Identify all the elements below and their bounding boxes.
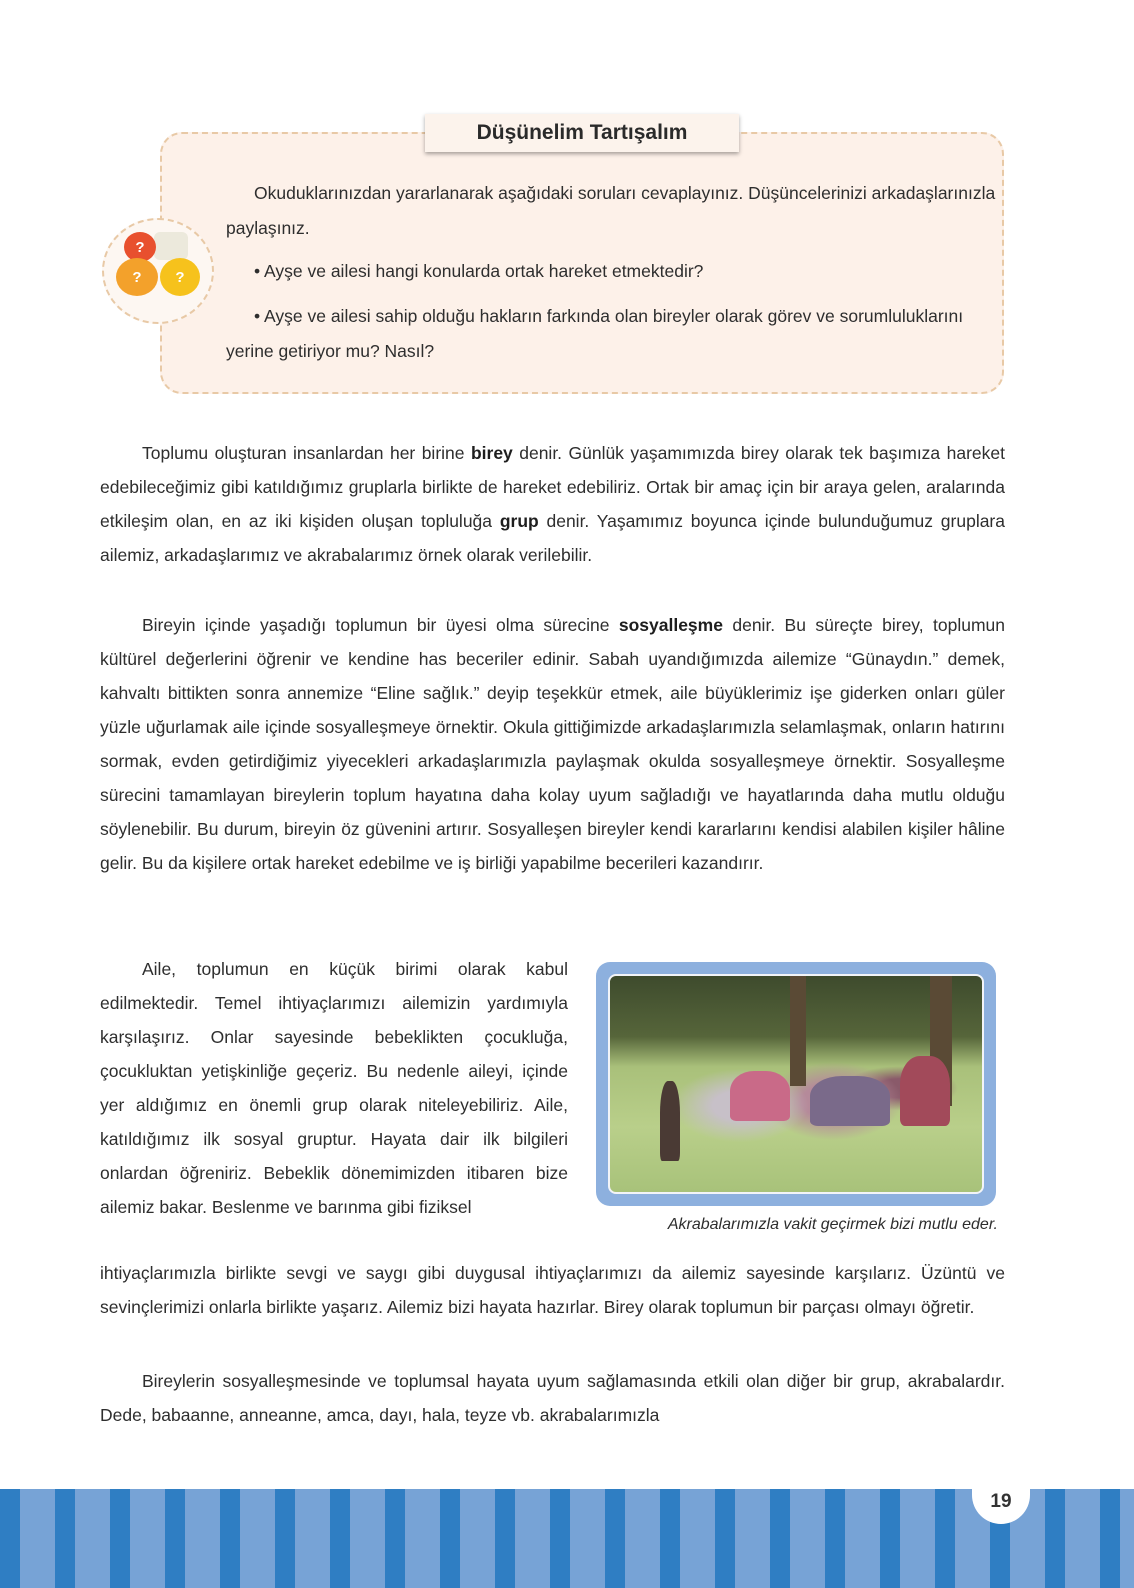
text: denir. Yaşamımız boyunca içinde bulunduğumuz gruplara ailemiz, arkadaşlarımız ve akrabalarımız örnek olarak verilebilir. xyxy=(100,511,1005,565)
term-birey: birey xyxy=(470,443,513,463)
paragraph-family xyxy=(100,952,568,1224)
people-group xyxy=(730,1071,790,1121)
photo-image xyxy=(608,974,984,1194)
text: Bireyin içinde yaşadığı toplumun bir üyesi olma sürecine xyxy=(142,615,619,635)
question-bubbles-icon xyxy=(102,218,214,324)
people-group xyxy=(810,1076,890,1126)
people-group xyxy=(900,1056,950,1126)
term-sosyallesme: sosyalleşme xyxy=(618,615,723,635)
red-question-bubble-icon: ? xyxy=(124,232,156,262)
discussion-question-2: • Ayşe ve ailesi sahip olduğu hakların farkında olan bireyler olarak görev ve sorumluluklarını yerine getiriyor mu? Nasıl? xyxy=(226,306,964,361)
text: Toplumu oluşturan insanlardan her birine xyxy=(142,443,471,463)
paragraph-individual-group xyxy=(100,436,1005,578)
text: denir. Bu süreçte birey, toplumun kültürel değerlerini öğrenir ve kendine has beceriler edinir. Sabah uyandığımızda ailemize “Günaydın.” demek, kahvaltı bittikten sonra annemize “Eline sağlık.” deyip teşekkür etmek, aile büyüklerimiz işe giderken onları güler yüzle uğurlamak aile içinde sosyalleşmeye örnektir. Okula gittiğimizde arkadaşlarımızla selamlaşmak, onların hatırını sormak, evden getirdiğimiz yiyecekleri arkadaşlarımızla paylaşmak okulda sosyalleşmeye örnektir. Sosyalleşme sürecini tamamlayan bireylerin toplum hayatına daha kolay uyum sağladığı ve hayatlarında daha mutlu olduğu söylenebilir. Bu durum, bireyin öz güvenini artırır. Sosyalleşen bireyler kendi kararlarını kendisi alabilen kişiler hâline gelir. Bu da kişilere ortak hareket edebilme ve iş birliği yapabilme becerileri kazandırır. xyxy=(100,615,1005,873)
paragraph-family-continued-text: ihtiyaçlarımızla birlikte sevgi ve saygı gibi duygusal ihtiyaçlarımızı da ailemiz sayesinde karşılarız. Üzüntü ve sevinçlerimizi onlarla birlikte yaşarız. Ailemiz bizi hayata hazırlar. Birey olarak toplumun bir parçası olmayı öğretir. xyxy=(100,1263,1005,1317)
paragraph-relatives-text: Bireylerin sosyalleşmesinde ve toplumsal hayata uyum sağlamasında etkili olan diğer bir grup, akrabalardır. Dede, babaanne, anneanne, amca, dayı, hala, teyze vb. akrabalarımızla xyxy=(100,1371,1005,1425)
photo-caption: Akrabalarımızla vakit geçirmek bizi mutlu eder. xyxy=(667,1216,998,1233)
family-picnic-photo xyxy=(596,962,996,1206)
paragraph-family-continued xyxy=(100,1256,1005,1330)
paragraph-family-text: Aile, toplumun en küçük birimi olarak kabul edilmektedir. Temel ihtiyaçlarımızı ailemizin yardımıyla karşılaşırız. Onlar sayesinde bebeklikten çocukluğa, çocukluktan yetişkinliğe geçeriz. Bu nedenle aileyi, içinde yer aldığımız en önemli grup olarak niteleyebiliriz. Aile, katıldığımız ilk sosyal gruptur. Hayata dair ilk bilgileri onlardan öğreniriz. Bebeklik dönemimizden itibaren bize ailemiz bakar. Beslenme ve barınma gibi fiziksel xyxy=(100,959,568,1217)
orange-question-bubble-icon: ? xyxy=(116,258,158,296)
paragraph-relatives xyxy=(100,1364,1005,1438)
discussion-title: Düşünelim Tartışalım xyxy=(425,114,739,152)
page-number: 19 xyxy=(972,1480,1030,1524)
term-grup: grup xyxy=(499,511,539,531)
footer-stripes xyxy=(0,1489,1134,1588)
paragraph-socialization xyxy=(100,608,1005,886)
child-figure xyxy=(660,1081,680,1161)
note-shape xyxy=(154,232,188,260)
discussion-question-1: • Ayşe ve ailesi hangi konularda ortak hareket etmektedir? xyxy=(254,261,704,281)
discussion-intro: Okuduklarınızdan yararlanarak aşağıdaki soruları cevaplayınız. Düşüncelerinizi arkadaşlarınızla paylaşınız. xyxy=(226,183,996,238)
yellow-question-bubble-icon: ? xyxy=(160,258,200,296)
text: denir. Günlük yaşamımızda birey olarak tek başımıza hareket edebileceğimiz gibi katıldığımız gruplarla birlikte de hareket edebiliriz. Ortak bir amaç için bir araya gelen, aralarında etkileşim olan, en az iki kişiden oluşan topluluğa xyxy=(100,443,1005,531)
discussion-content xyxy=(226,176,996,369)
tree-trunk xyxy=(790,976,806,1086)
